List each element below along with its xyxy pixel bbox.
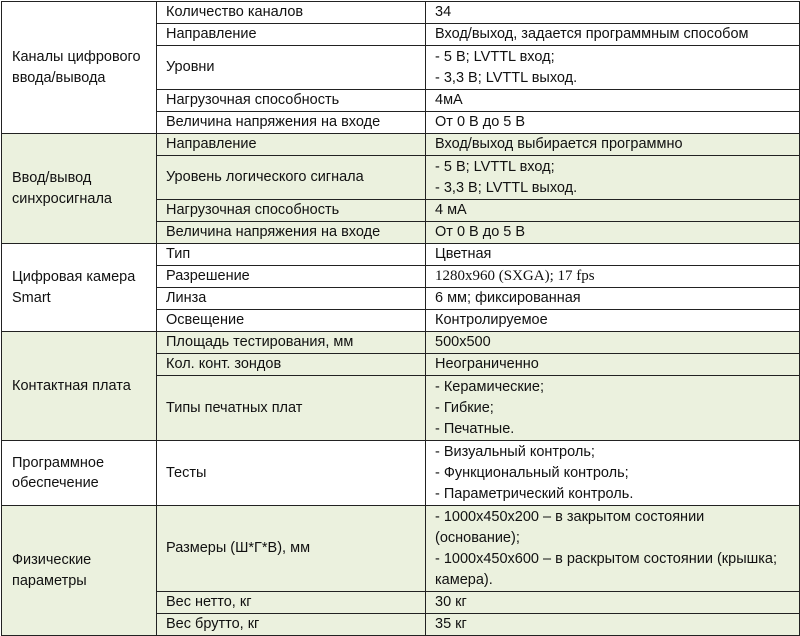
value-cell: Неограниченно <box>426 354 800 376</box>
value-cell: 4мА <box>426 90 800 112</box>
param-cell: Уровни <box>157 46 426 90</box>
param-cell: Направление <box>157 134 426 156</box>
section-contact-board <box>2 332 800 441</box>
value-cell: Контролируемое <box>426 310 800 332</box>
category-cell: Ввод/вывод синхросигнала <box>2 134 157 244</box>
value-cell: От 0 В до 5 В <box>426 222 800 244</box>
section-camera <box>2 244 800 332</box>
section-software <box>2 441 800 506</box>
value-cell: Вход/выход выбирается программно <box>426 134 800 156</box>
value-cell: 30 кг <box>426 592 800 614</box>
section-sync-io <box>2 134 800 244</box>
param-cell: Линза <box>157 288 426 310</box>
value-cell: - 1000x450x200 – в закрытом состоянии (основание); - 1000x450x600 – в раскрытом состоянии (крышка; камера). <box>426 506 800 592</box>
param-cell: Направление <box>157 24 426 46</box>
category-cell: Цифровая камера Smart <box>2 244 157 332</box>
value-cell: - Керамические; - Гибкие; - Печатные. <box>426 376 800 441</box>
param-cell: Уровень логического сигнала <box>157 156 426 200</box>
param-cell: Вес нетто, кг <box>157 592 426 614</box>
value-cell: Вход/выход, задается программным способом <box>426 24 800 46</box>
section-physical <box>2 506 800 636</box>
value-cell: 35 кг <box>426 614 800 636</box>
value-cell: Цветная <box>426 244 800 266</box>
param-cell: Площадь тестирования, мм <box>157 332 426 354</box>
param-cell: Тип <box>157 244 426 266</box>
param-cell: Нагрузочная способность <box>157 90 426 112</box>
param-cell: Величина напряжения на входе <box>157 222 426 244</box>
category-cell: Каналы цифрового ввода/вывода <box>2 2 157 134</box>
value-cell: 500x500 <box>426 332 800 354</box>
value-cell: 1280x960 (SXGA); 17 fps <box>426 266 800 288</box>
value-cell: От 0 В до 5 В <box>426 112 800 134</box>
param-cell: Освещение <box>157 310 426 332</box>
param-cell: Вес брутто, кг <box>157 614 426 636</box>
spec-table <box>1 1 800 636</box>
category-cell: Программное обеспечение <box>2 441 157 506</box>
param-cell: Тесты <box>157 441 426 506</box>
param-cell: Разрешение <box>157 266 426 288</box>
value-cell: - Визуальный контроль; - Функциональный контроль; - Параметрический контроль. <box>426 441 800 506</box>
param-cell: Количество каналов <box>157 2 426 24</box>
param-cell: Размеры (Ш*Г*В), мм <box>157 506 426 592</box>
param-cell: Кол. конт. зондов <box>157 354 426 376</box>
section-digital-io <box>2 2 800 134</box>
value-cell: 6 мм; фиксированная <box>426 288 800 310</box>
param-cell: Нагрузочная способность <box>157 200 426 222</box>
param-cell: Типы печатных плат <box>157 376 426 441</box>
value-cell: 4 мА <box>426 200 800 222</box>
param-cell: Величина напряжения на входе <box>157 112 426 134</box>
category-cell: Физические параметры <box>2 506 157 636</box>
value-cell: 34 <box>426 2 800 24</box>
value-cell: - 5 В; LVTTL вход; - 3,3 В; LVTTL выход. <box>426 156 800 200</box>
category-cell: Контактная плата <box>2 332 157 441</box>
value-cell: - 5 В; LVTTL вход; - 3,3 В; LVTTL выход. <box>426 46 800 90</box>
